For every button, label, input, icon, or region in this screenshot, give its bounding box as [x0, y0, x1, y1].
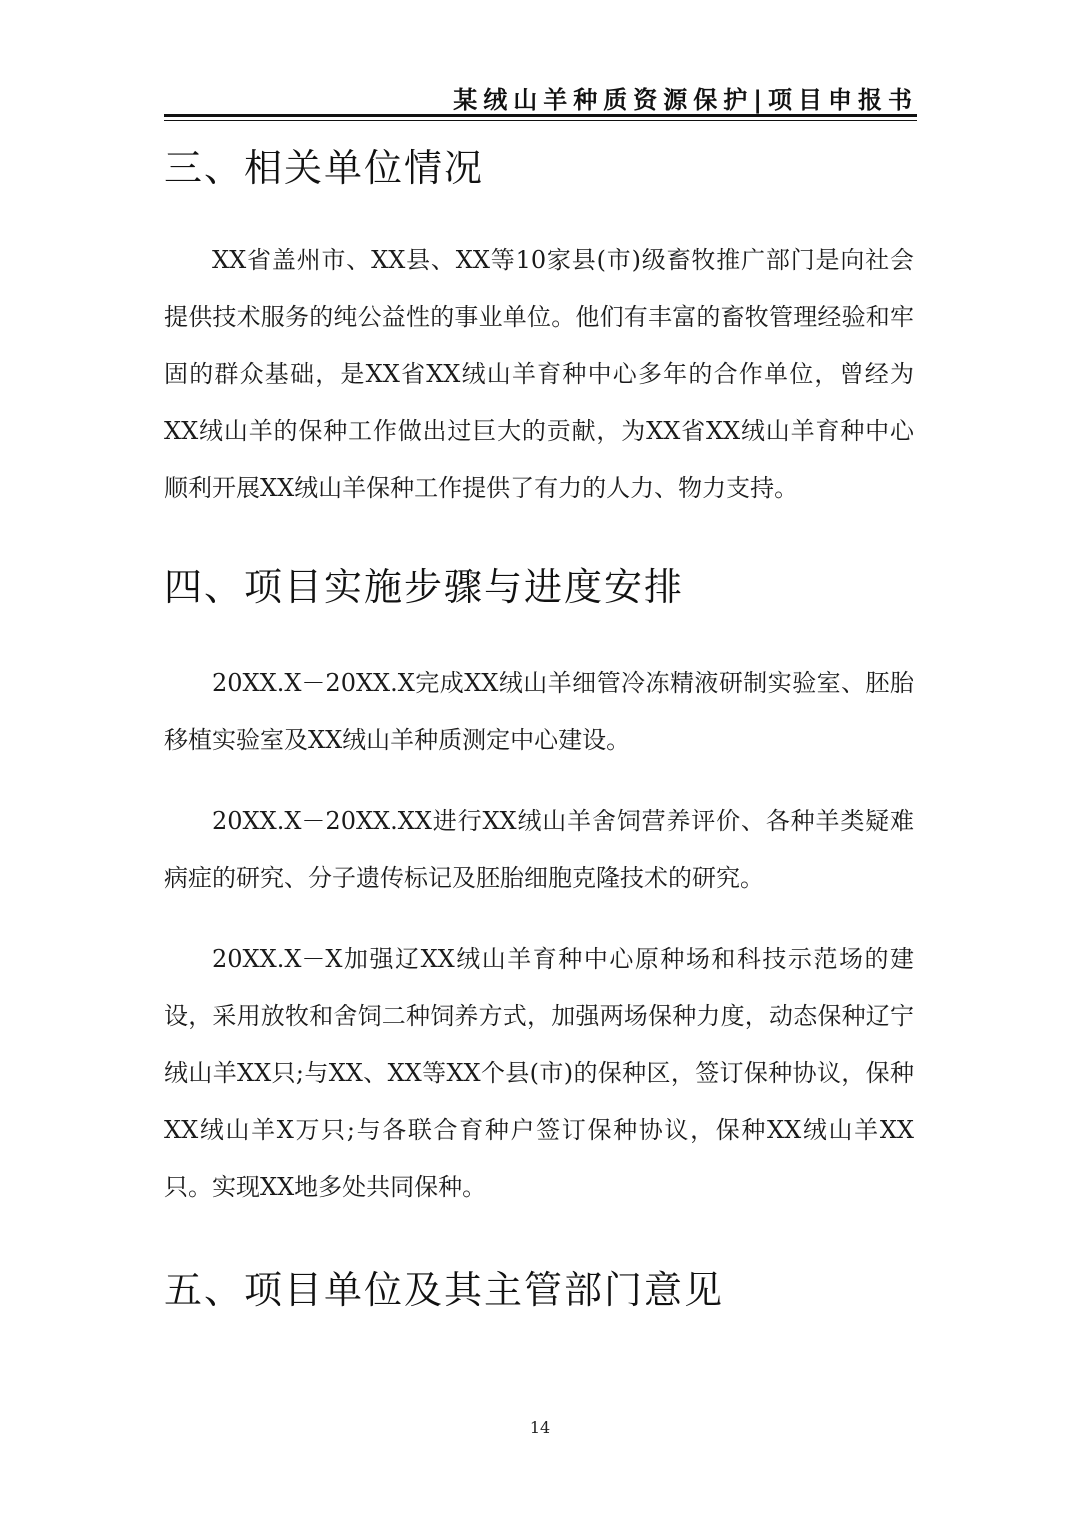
header-rule-thin [164, 120, 917, 121]
section-heading-related-units: 三、相关单位情况 [164, 146, 485, 190]
section-heading-implementation-schedule: 四、项目实施步骤与进度安排 [164, 565, 685, 609]
section-heading-unit-opinions: 五、项目单位及其主管部门意见 [164, 1268, 725, 1312]
page-number: 14 [529, 1418, 551, 1437]
page-body [164, 136, 914, 1318]
header-rule [164, 114, 917, 117]
running-header: 某绒山羊种质资源保护|项目申报书 [453, 86, 918, 114]
paragraph-related-units: XX省盖州市、XX县、XX等10家县(市)级畜牧推广部门是向社会提供技术服务的纯公益性的事业单位。他们有丰富的畜牧管理经验和牢固的群众基础，是XX省XX绒山羊育种中心多年的合作单位，曾经为XX绒山羊的保种工作做出过巨大的贡献，为XX省XX绒山羊育种中心顺利开展XX绒山羊保种工作提供了有力的人力、物力支持。 [164, 246, 914, 502]
paragraph-schedule-phase-3: 20XX.X－X加强辽XX绒山羊育种中心原种场和科技示范场的建设，采用放牧和舍饲二种饲养方式，加强两场保种力度，动态保种辽宁绒山羊XX只;与XX、XX等XX个县(市)的保种区，签订保种协议，保种XX绒山羊X万只;与各联合育种户签订保种协议，保种XX绒山羊XX只。实现XX地多处共同保种。 [164, 945, 914, 1201]
paragraph-schedule-phase-1: 20XX.X－20XX.X完成XX绒山羊细管冷冻精液研制实验室、胚胎移植实验室及XX绒山羊种质测定中心建设。 [164, 669, 914, 754]
paragraph-schedule-phase-2: 20XX.X－20XX.XX进行XX绒山羊舍饲营养评价、各种羊类疑难病症的研究、分子遗传标记及胚胎细胞克隆技术的研究。 [164, 807, 914, 892]
